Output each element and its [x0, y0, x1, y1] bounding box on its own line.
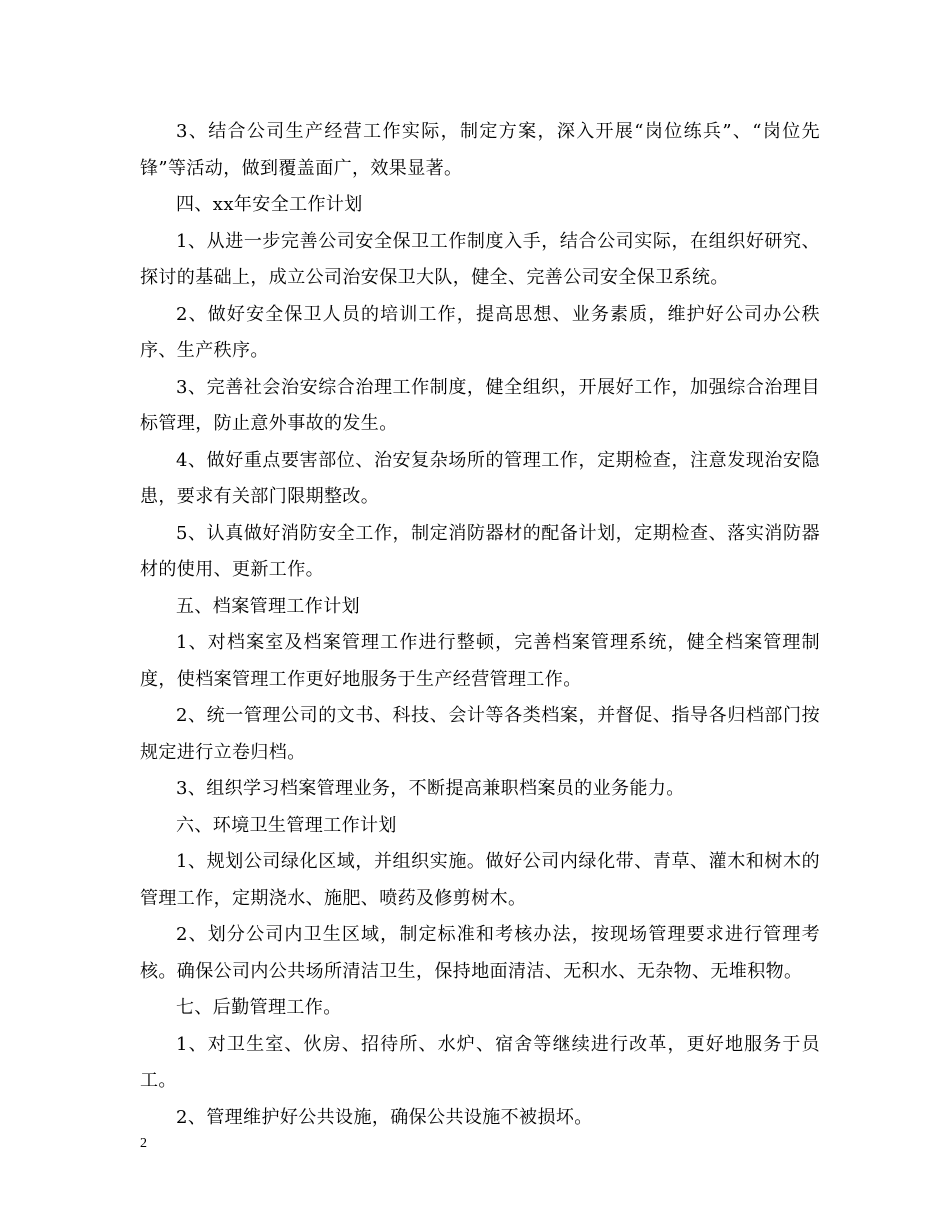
document-body: [140, 114, 820, 1136]
section-heading: 四、xx年安全工作计划: [176, 194, 363, 215]
page-number: 2: [140, 1136, 147, 1151]
paragraph: 2、统一管理公司的文书、科技、会计等各类档案，并督促、指导各归档部门按规定进行立卷归档。: [140, 705, 820, 763]
paragraph: 2、划分公司内卫生区域，制定标准和考核办法，按现场管理要求进行管理考核。确保公司内公共场所清洁卫生，保持地面清洁、无积水、无杂物、无堆积物。: [140, 924, 820, 982]
section-heading: 六、环境卫生管理工作计划: [176, 814, 397, 836]
section-heading: 七、后勤管理工作。: [176, 997, 342, 1018]
paragraph: 2、管理维护好公共设施，确保公共设施不被损坏。: [176, 1106, 593, 1128]
paragraph: 1、对档案室及档案管理工作进行整顿，完善档案管理系统，健全档案管理制度，使档案管理工作更好地服务于生产经营管理工作。: [140, 632, 820, 690]
paragraph: 4、做好重点要害部位、治安复杂场所的管理工作，定期检查，注意发现治安隐患，要求有关部门限期整改。: [140, 449, 820, 507]
paragraph: 1、规划公司绿化区域，并组织实施。做好公司内绿化带、青草、灌木和树木的管理工作，定期浇水、施肥、喷药及修剪树木。: [140, 851, 820, 909]
paragraph: 1、对卫生室、伙房、招待所、水炉、宿舍等继续进行改革，更好地服务于员工。: [140, 1033, 820, 1091]
paragraph: 3、组织学习档案管理业务，不断提高兼职档案员的业务能力。: [176, 778, 685, 799]
section-heading: 五、档案管理工作计划: [176, 595, 360, 617]
paragraph: 1、从进一步完善公司安全保卫工作制度入手，结合公司实际，在组织好研究、探讨的基础上，成立公司治安保卫大队，健全、完善公司安全保卫系统。: [140, 230, 820, 288]
paragraph: 3、结合公司生产经营工作实际，制定方案，深入开展“岗位练兵”、“岗位先锋”等活动，做到覆盖面广，效果显著。: [140, 121, 820, 179]
paragraph: 2、做好安全保卫人员的培训工作，提高思想、业务素质，维护好公司办公秩序、生产秩序。: [140, 303, 820, 361]
paragraph: 5、认真做好消防安全工作，制定消防器材的配备计划，定期检查、落实消防器材的使用、更新工作。: [140, 522, 820, 580]
paragraph: 3、完善社会治安综合治理工作制度，健全组织，开展好工作，加强综合治理目标管理，防止意外事故的发生。: [140, 376, 820, 434]
